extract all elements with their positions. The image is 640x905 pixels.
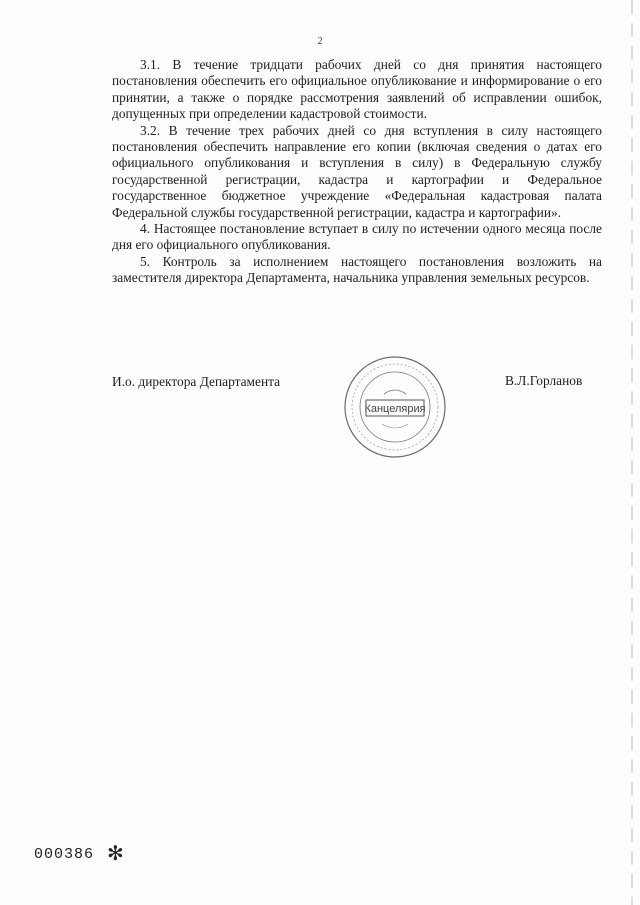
- paragraph-3-2: 3.2. В течение трех рабочих дней со дня вступления в силу настоящего постановления обеспечить направление его копии (включая сведения о датах его официального опубликования и вступления в силу) в Федеральную службу государственной регистрации, кадастра и картографии и Федеральное государственное бюджетное учреждение «Федеральная кадастровая палата Федеральной службы государственной регистрации, кадастра и картографии».: [112, 122, 602, 220]
- signatory-name: В.Л.Горланов: [505, 373, 583, 388]
- paragraph-4: 4. Настоящее постановление вступает в силу по истечении одного месяца после дня его официального опубликования.: [112, 221, 602, 253]
- page-number: 2: [317, 36, 323, 47]
- signatory-title: И.о. директора Департамента: [112, 374, 281, 389]
- stamp-text: Канцелярия: [364, 403, 426, 415]
- paragraph-3-1: 3.1. В течение тридцати рабочих дней со дня принятия настоящего постановления обеспечить его официальное опубликование и информирование о его принятии, а также о порядке рассмотрения заявлений об исправлении ошибок, допущенных при определении кадастровой стоимости.: [112, 57, 602, 122]
- document-number: 000386: [34, 846, 95, 863]
- paragraph-5: 5. Контроль за исполнением настоящего постановления возложить на заместителя директора Департамента, начальника управления земельных ресурсов.: [112, 253, 602, 286]
- office-stamp: [342, 354, 448, 460]
- document-body: [112, 57, 602, 287]
- asterisk-mark: ✻: [107, 841, 124, 865]
- scan-edge-artifact: [628, 0, 636, 905]
